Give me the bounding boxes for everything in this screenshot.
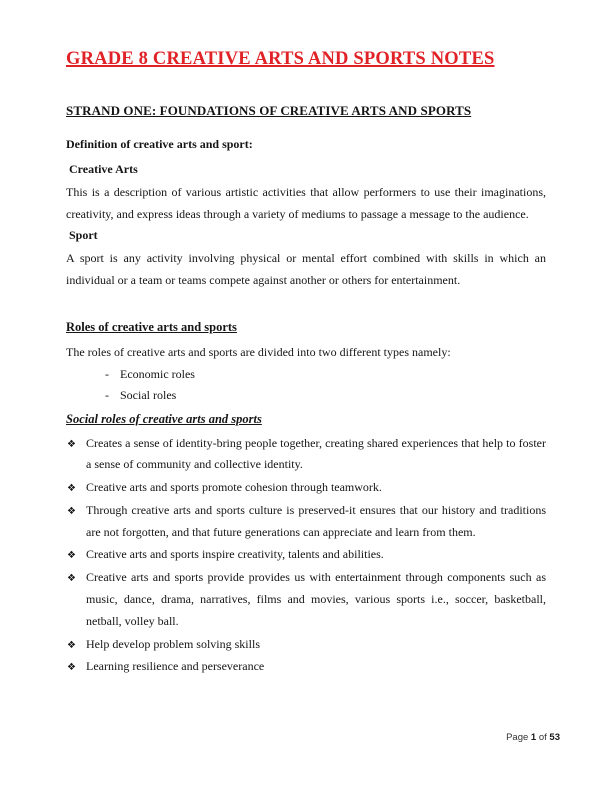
list-item — [66, 567, 546, 632]
definition-heading: Definition of creative arts and sport: — [66, 137, 253, 151]
sport-paragraph: A sport is any activity involving physical or mental effort combined with skills in which an individual or a team or teams compete against another or others for entertainment. — [66, 251, 546, 287]
list-item — [66, 364, 546, 386]
diamond-bullet-icon: ❖ — [67, 483, 76, 495]
list-item-label: Social roles — [120, 388, 177, 402]
social-roles-list — [66, 433, 546, 679]
page-number-footer — [506, 732, 560, 743]
diamond-bullet-icon: ❖ — [67, 573, 76, 585]
diamond-bullet-icon: ❖ — [67, 505, 76, 517]
creative-arts-heading: Creative Arts — [69, 162, 138, 176]
list-item-text: Help develop problem solving skills — [86, 636, 260, 651]
diamond-bullet-icon: ❖ — [67, 438, 76, 450]
footer-current-page: 1 — [530, 732, 537, 743]
list-item-text: Creative arts and sports inspire creativity, talents and abilities. — [86, 547, 384, 562]
sport-heading: Sport — [69, 228, 98, 242]
list-item — [66, 477, 546, 499]
strand-one-heading: STRAND ONE: FOUNDATIONS OF CREATIVE ARTS AND SPORTS — [66, 103, 472, 118]
roles-heading: Roles of creative arts and sports — [66, 320, 237, 334]
footer-of-label: of — [538, 732, 547, 743]
list-item — [66, 634, 546, 656]
dash-bullet-icon: - — [105, 388, 109, 402]
social-roles-heading: Social roles of creative arts and sports — [66, 411, 262, 426]
list-item-text: Creative arts and sports provide provides us with entertainment through components such as music, dance, drama, narratives, films and movies, various sports i.e., soccer, basketball, netball, volley ball. — [86, 570, 546, 628]
list-item-text: Creative arts and sports promote cohesion through teamwork. — [86, 480, 382, 495]
footer-total-pages: 53 — [549, 732, 560, 743]
list-item-text: Learning resilience and perseverance — [86, 659, 265, 674]
roles-intro: The roles of creative arts and sports are divided into two different types namely: — [66, 345, 451, 359]
list-item — [66, 656, 546, 678]
list-item — [66, 433, 546, 477]
diamond-bullet-icon: ❖ — [67, 662, 76, 674]
diamond-bullet-icon: ❖ — [67, 639, 76, 651]
dash-bullet-icon: - — [105, 366, 109, 381]
list-item — [66, 544, 546, 566]
roles-type-list — [66, 364, 546, 407]
list-item-label: Economic roles — [120, 366, 195, 381]
list-item — [66, 385, 546, 407]
document-title: GRADE 8 CREATIVE ARTS AND SPORTS NOTES — [66, 49, 495, 69]
list-item — [66, 500, 546, 544]
diamond-bullet-icon: ❖ — [67, 550, 76, 562]
list-item-text: Creates a sense of identity-bring people together, creating shared experiences that help to foster a sense of community and collective identity. — [86, 435, 546, 472]
list-item-text: Through creative arts and sports culture is preserved-it ensures that our history and traditions are not forgotten, and that future generations can appreciate and learn from them. — [86, 502, 546, 539]
footer-page-label: Page — [506, 732, 529, 743]
creative-arts-paragraph: This is a description of various artistic activities that allow performers to use their imaginations, creativity, and express ideas through a variety of mediums to passage a message to the audience. — [66, 185, 546, 221]
